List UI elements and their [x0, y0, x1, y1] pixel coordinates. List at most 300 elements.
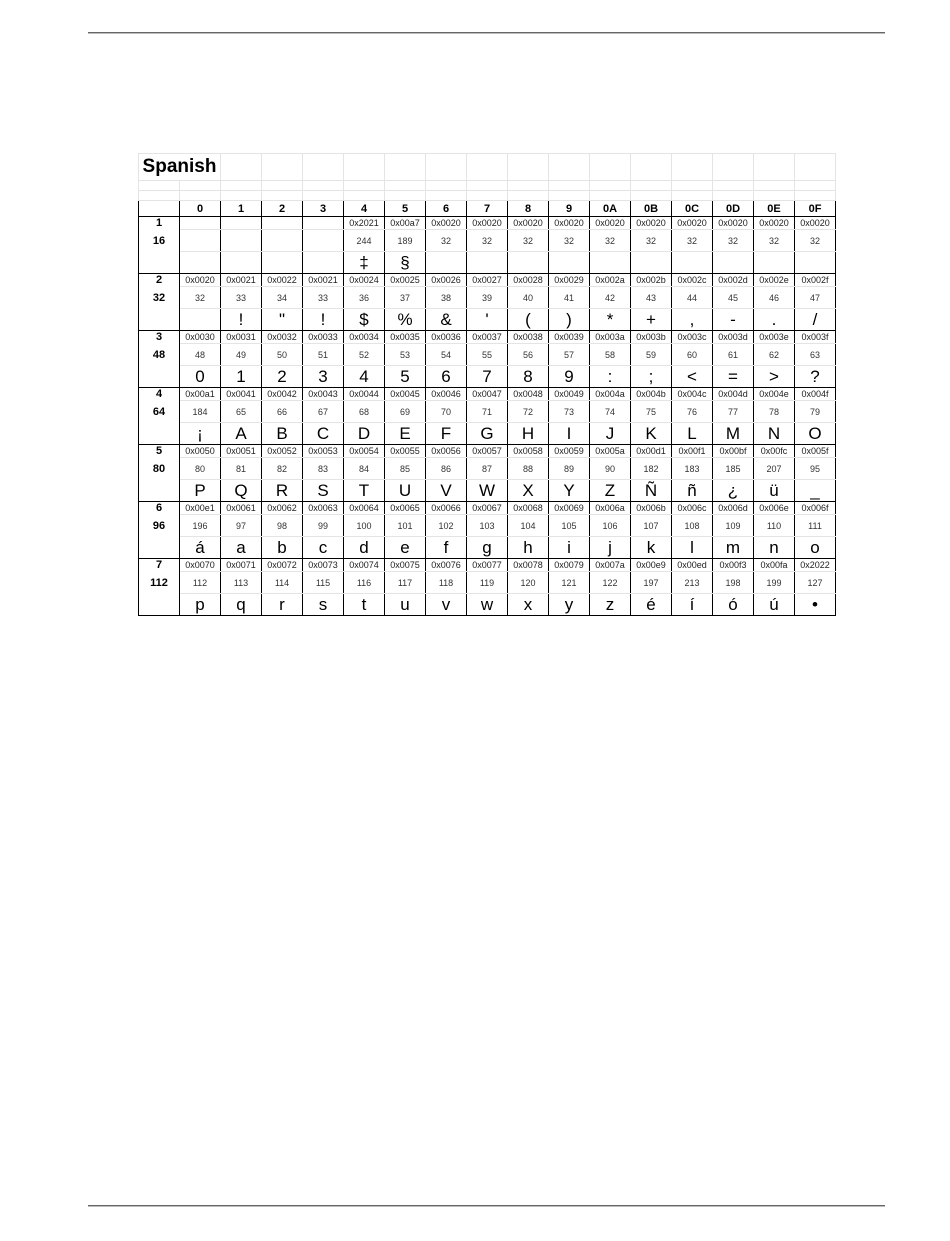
empty-cell [385, 154, 426, 181]
hex-code-cell: 0x00fa [754, 559, 795, 572]
glyph-cell: K [631, 423, 672, 445]
empty-cell [426, 191, 467, 201]
glyph-cell [795, 252, 836, 274]
hex-code-cell: 0x0055 [385, 445, 426, 458]
empty-cell [549, 154, 590, 181]
glyph-cell: F [426, 423, 467, 445]
hex-code-cell: 0x0021 [303, 274, 344, 287]
hex-code-cell: 0x0020 [713, 217, 754, 230]
hex-code-cell: 0x003f [795, 331, 836, 344]
decimal-code-cell: 81 [221, 458, 262, 480]
column-header: 0F [795, 201, 836, 217]
glyph-cell: x [508, 594, 549, 616]
hex-code-cell: 0x0057 [467, 445, 508, 458]
empty-cell [508, 154, 549, 181]
decimal-code-cell: 189 [385, 230, 426, 252]
glyph-cell: ! [221, 309, 262, 331]
decimal-code-cell: 50 [262, 344, 303, 366]
glyph-cell: L [672, 423, 713, 445]
glyph-cell: c [303, 537, 344, 559]
glyph-cell [467, 252, 508, 274]
hex-code-cell: 0x00a1 [180, 388, 221, 401]
table-row [139, 366, 836, 388]
empty-cell [385, 181, 426, 191]
glyph-cell: ñ [672, 480, 713, 502]
hex-code-cell: 0x003e [754, 331, 795, 344]
hex-code-cell: 0x0032 [262, 331, 303, 344]
decimal-code-cell: 185 [713, 458, 754, 480]
hex-code-cell: 0x0020 [508, 217, 549, 230]
decimal-code-cell: 118 [426, 572, 467, 594]
decimal-code-cell [180, 230, 221, 252]
glyph-cell: . [754, 309, 795, 331]
glyph-cell: y [549, 594, 590, 616]
decimal-code-cell: 85 [385, 458, 426, 480]
hex-code-cell: 0x0074 [344, 559, 385, 572]
glyph-cell: _ [795, 480, 836, 502]
empty-cell [549, 191, 590, 201]
table-row [139, 515, 836, 537]
decimal-code-cell: 33 [221, 287, 262, 309]
empty-cell [467, 191, 508, 201]
hex-code-cell: 0x00bf [713, 445, 754, 458]
glyph-cell: 4 [344, 366, 385, 388]
glyph-cell [262, 252, 303, 274]
empty-cell [180, 181, 221, 191]
glyph-cell: j [590, 537, 631, 559]
spacer-row [139, 181, 836, 191]
hex-code-cell [221, 217, 262, 230]
glyph-cell: N [754, 423, 795, 445]
hex-code-cell: 0x006f [795, 502, 836, 515]
glyph-cell: % [385, 309, 426, 331]
hex-code-cell: 0x0045 [385, 388, 426, 401]
glyph-cell: e [385, 537, 426, 559]
hex-code-cell: 0x002e [754, 274, 795, 287]
table-row [139, 559, 836, 572]
hex-code-cell: 0x0020 [754, 217, 795, 230]
decimal-code-cell: 60 [672, 344, 713, 366]
hex-code-cell: 0x004a [590, 388, 631, 401]
empty-cell [467, 154, 508, 181]
decimal-code-cell: 117 [385, 572, 426, 594]
hex-code-cell: 0x0054 [344, 445, 385, 458]
glyph-cell: h [508, 537, 549, 559]
row-label-empty [139, 423, 180, 445]
table-row [139, 274, 836, 287]
table-row [139, 445, 836, 458]
decimal-code-cell: 80 [180, 458, 221, 480]
hex-code-cell: 0x004c [672, 388, 713, 401]
table-row [139, 388, 836, 401]
decimal-code-cell: 55 [467, 344, 508, 366]
decimal-code-cell: 122 [590, 572, 631, 594]
column-header: 0E [754, 201, 795, 217]
column-header: 7 [467, 201, 508, 217]
glyph-cell [672, 252, 713, 274]
glyph-cell: W [467, 480, 508, 502]
decimal-code-cell: 65 [221, 401, 262, 423]
table-row [139, 480, 836, 502]
glyph-cell: q [221, 594, 262, 616]
decimal-code-cell: 56 [508, 344, 549, 366]
hex-code-cell: 0x0039 [549, 331, 590, 344]
hex-code-cell: 0x0024 [344, 274, 385, 287]
glyph-cell [590, 252, 631, 274]
decimal-code-cell: 199 [754, 572, 795, 594]
decimal-code-cell: 182 [631, 458, 672, 480]
row-label-base: 112 [139, 572, 180, 594]
decimal-code-cell: 59 [631, 344, 672, 366]
sheet-title: Spanish [139, 154, 221, 181]
hex-code-cell: 0x002b [631, 274, 672, 287]
empty-cell [303, 181, 344, 191]
hex-code-cell: 0x0071 [221, 559, 262, 572]
hex-code-cell: 0x002d [713, 274, 754, 287]
glyph-cell: R [262, 480, 303, 502]
hex-code-cell: 0x0067 [467, 502, 508, 515]
table-row [139, 217, 836, 230]
decimal-code-cell: 74 [590, 401, 631, 423]
hex-code-cell: 0x0064 [344, 502, 385, 515]
hex-code-cell: 0x0041 [221, 388, 262, 401]
decimal-code-cell: 53 [385, 344, 426, 366]
decimal-code-cell: 70 [426, 401, 467, 423]
decimal-code-cell: 44 [672, 287, 713, 309]
hex-code-cell [262, 217, 303, 230]
hex-code-cell: 0x0043 [303, 388, 344, 401]
hex-code-cell: 0x0076 [426, 559, 467, 572]
decimal-code-cell: 75 [631, 401, 672, 423]
hex-code-cell: 0x00ed [672, 559, 713, 572]
decimal-code-cell: 57 [549, 344, 590, 366]
glyph-cell: / [795, 309, 836, 331]
decimal-code-cell: 87 [467, 458, 508, 480]
empty-cell [508, 191, 549, 201]
glyph-cell: 9 [549, 366, 590, 388]
hex-code-cell: 0x0047 [467, 388, 508, 401]
glyph-cell: , [672, 309, 713, 331]
hex-code-cell: 0x0021 [221, 274, 262, 287]
table-row [139, 331, 836, 344]
glyph-cell: M [713, 423, 754, 445]
hex-code-cell: 0x00f1 [672, 445, 713, 458]
empty-cell [262, 154, 303, 181]
hex-code-cell: 0x0077 [467, 559, 508, 572]
table-row [139, 502, 836, 515]
glyph-cell: & [426, 309, 467, 331]
glyph-cell: f [426, 537, 467, 559]
decimal-code-cell: 114 [262, 572, 303, 594]
glyph-cell: 2 [262, 366, 303, 388]
empty-cell [221, 181, 262, 191]
hex-code-cell: 0x0073 [303, 559, 344, 572]
table-row [139, 537, 836, 559]
glyph-cell: m [713, 537, 754, 559]
row-label-index: 2 [139, 274, 180, 287]
hex-code-cell: 0x00fc [754, 445, 795, 458]
hex-code-cell: 0x004f [795, 388, 836, 401]
top-rule [88, 32, 885, 34]
hex-code-cell: 0x0052 [262, 445, 303, 458]
glyph-cell: ' [467, 309, 508, 331]
decimal-code-cell: 46 [754, 287, 795, 309]
glyph-cell: Q [221, 480, 262, 502]
decimal-code-cell: 32 [467, 230, 508, 252]
glyph-cell: t [344, 594, 385, 616]
hex-code-cell: 0x003a [590, 331, 631, 344]
row-label-base: 64 [139, 401, 180, 423]
hex-code-cell: 0x006a [590, 502, 631, 515]
empty-cell [344, 154, 385, 181]
decimal-code-cell: 95 [795, 458, 836, 480]
hex-code-cell: 0x0049 [549, 388, 590, 401]
decimal-code-cell: 69 [385, 401, 426, 423]
row-label-base: 96 [139, 515, 180, 537]
hex-code-cell: 0x0062 [262, 502, 303, 515]
decimal-code-cell: 43 [631, 287, 672, 309]
decimal-code-cell: 100 [344, 515, 385, 537]
hex-code-cell: 0x006b [631, 502, 672, 515]
hex-code-cell: 0x0027 [467, 274, 508, 287]
decimal-code-cell [303, 230, 344, 252]
hex-code-cell: 0x0029 [549, 274, 590, 287]
table-row [139, 309, 836, 331]
empty-cell [426, 181, 467, 191]
hex-code-cell: 0x006d [713, 502, 754, 515]
hex-code-cell: 0x2022 [795, 559, 836, 572]
hex-code-cell: 0x003d [713, 331, 754, 344]
hex-code-cell: 0x003b [631, 331, 672, 344]
glyph-cell: V [426, 480, 467, 502]
glyph-cell: 8 [508, 366, 549, 388]
glyph-cell: Z [590, 480, 631, 502]
hex-code-cell: 0x0028 [508, 274, 549, 287]
glyph-cell: Y [549, 480, 590, 502]
glyph-cell: D [344, 423, 385, 445]
glyph-cell: 3 [303, 366, 344, 388]
decimal-code-cell: 97 [221, 515, 262, 537]
glyph-cell: p [180, 594, 221, 616]
hex-code-cell: 0x0020 [795, 217, 836, 230]
character-map-table [138, 153, 836, 616]
row-label-base: 16 [139, 230, 180, 252]
decimal-code-cell: 47 [795, 287, 836, 309]
hex-code-cell: 0x0020 [631, 217, 672, 230]
decimal-code-cell: 32 [508, 230, 549, 252]
decimal-code-cell: 73 [549, 401, 590, 423]
decimal-code-cell: 72 [508, 401, 549, 423]
hex-code-cell: 0x0066 [426, 502, 467, 515]
empty-cell [590, 181, 631, 191]
bottom-rule [88, 1205, 885, 1207]
decimal-code-cell: 121 [549, 572, 590, 594]
decimal-code-cell: 107 [631, 515, 672, 537]
decimal-code-cell: 41 [549, 287, 590, 309]
hex-code-cell: 0x0038 [508, 331, 549, 344]
glyph-cell: T [344, 480, 385, 502]
row-label-index: 4 [139, 388, 180, 401]
hex-code-cell: 0x0070 [180, 559, 221, 572]
glyph-cell: G [467, 423, 508, 445]
glyph-cell: z [590, 594, 631, 616]
glyph-cell: P [180, 480, 221, 502]
column-header: 6 [426, 201, 467, 217]
decimal-code-cell: 101 [385, 515, 426, 537]
hex-code-cell: 0x0026 [426, 274, 467, 287]
glyph-cell: ; [631, 366, 672, 388]
hex-code-cell: 0x2021 [344, 217, 385, 230]
glyph-cell: v [426, 594, 467, 616]
glyph-cell: : [590, 366, 631, 388]
empty-cell [590, 154, 631, 181]
decimal-code-cell: 106 [590, 515, 631, 537]
glyph-cell: X [508, 480, 549, 502]
decimal-code-cell: 45 [713, 287, 754, 309]
hex-code-cell: 0x0020 [672, 217, 713, 230]
decimal-code-cell: 108 [672, 515, 713, 537]
decimal-code-cell: 32 [590, 230, 631, 252]
row-label-base: 48 [139, 344, 180, 366]
decimal-code-cell: 48 [180, 344, 221, 366]
decimal-code-cell: 32 [754, 230, 795, 252]
empty-cell [221, 191, 262, 201]
glyph-cell: i [549, 537, 590, 559]
decimal-code-cell: 83 [303, 458, 344, 480]
hex-code-cell: 0x0035 [385, 331, 426, 344]
decimal-code-cell: 32 [631, 230, 672, 252]
glyph-cell: ‡ [344, 252, 385, 274]
glyph-cell: ! [303, 309, 344, 331]
hex-code-cell: 0x0050 [180, 445, 221, 458]
glyph-cell: á [180, 537, 221, 559]
glyph-cell: ( [508, 309, 549, 331]
decimal-code-cell: 77 [713, 401, 754, 423]
decimal-code-cell: 78 [754, 401, 795, 423]
glyph-cell: H [508, 423, 549, 445]
hex-code-cell: 0x0030 [180, 331, 221, 344]
decimal-code-cell: 52 [344, 344, 385, 366]
row-label-empty [139, 480, 180, 502]
empty-cell [590, 191, 631, 201]
glyph-cell [508, 252, 549, 274]
glyph-cell: B [262, 423, 303, 445]
empty-cell [795, 191, 836, 201]
hex-code-cell: 0x0058 [508, 445, 549, 458]
column-header: 2 [262, 201, 303, 217]
hex-code-cell [180, 217, 221, 230]
decimal-code-cell: 89 [549, 458, 590, 480]
hex-code-cell: 0x006c [672, 502, 713, 515]
table-row [139, 572, 836, 594]
decimal-code-cell: 119 [467, 572, 508, 594]
row-label-empty [139, 366, 180, 388]
row-label-empty [139, 309, 180, 331]
glyph-cell: " [262, 309, 303, 331]
empty-cell [713, 191, 754, 201]
glyph-cell [180, 252, 221, 274]
decimal-code-cell: 90 [590, 458, 631, 480]
hex-code-cell: 0x005a [590, 445, 631, 458]
decimal-code-cell: 68 [344, 401, 385, 423]
glyph-cell: U [385, 480, 426, 502]
glyph-cell: - [713, 309, 754, 331]
glyph-cell: w [467, 594, 508, 616]
empty-cell [631, 154, 672, 181]
hex-code-cell: 0x0056 [426, 445, 467, 458]
hex-code-cell: 0x00e1 [180, 502, 221, 515]
hex-code-cell: 0x0020 [590, 217, 631, 230]
hex-code-cell: 0x0042 [262, 388, 303, 401]
hex-code-cell: 0x002a [590, 274, 631, 287]
hex-code-cell: 0x0037 [467, 331, 508, 344]
glyph-cell: O [795, 423, 836, 445]
empty-cell [631, 191, 672, 201]
decimal-code-cell: 88 [508, 458, 549, 480]
empty-cell [139, 181, 180, 191]
glyph-cell: o [795, 537, 836, 559]
hex-code-cell: 0x002f [795, 274, 836, 287]
hex-code-cell: 0x004b [631, 388, 672, 401]
empty-cell [262, 191, 303, 201]
decimal-code-cell: 54 [426, 344, 467, 366]
decimal-code-cell: 42 [590, 287, 631, 309]
column-header: 8 [508, 201, 549, 217]
decimal-code-cell: 32 [795, 230, 836, 252]
title-row [139, 154, 836, 181]
glyph-cell [631, 252, 672, 274]
hex-code-cell: 0x0079 [549, 559, 590, 572]
hex-code-cell: 0x0022 [262, 274, 303, 287]
empty-cell [549, 181, 590, 191]
row-label-index: 3 [139, 331, 180, 344]
hex-code-cell: 0x00d1 [631, 445, 672, 458]
decimal-code-cell [221, 230, 262, 252]
decimal-code-cell: 102 [426, 515, 467, 537]
hex-code-cell: 0x0034 [344, 331, 385, 344]
table-row [139, 230, 836, 252]
glyph-cell: = [713, 366, 754, 388]
decimal-code-cell: 33 [303, 287, 344, 309]
table-row [139, 594, 836, 616]
hex-code-cell: 0x006e [754, 502, 795, 515]
row-label-empty [139, 594, 180, 616]
glyph-cell: > [754, 366, 795, 388]
decimal-code-cell: 109 [713, 515, 754, 537]
decimal-code-cell: 32 [426, 230, 467, 252]
empty-cell [221, 154, 262, 181]
glyph-cell: < [672, 366, 713, 388]
glyph-cell: s [303, 594, 344, 616]
glyph-cell: 5 [385, 366, 426, 388]
decimal-code-cell: 58 [590, 344, 631, 366]
empty-cell [426, 154, 467, 181]
glyph-cell: 7 [467, 366, 508, 388]
decimal-code-cell: 86 [426, 458, 467, 480]
glyph-cell: • [795, 594, 836, 616]
glyph-cell: ) [549, 309, 590, 331]
hex-code-cell: 0x0059 [549, 445, 590, 458]
glyph-cell: u [385, 594, 426, 616]
empty-cell [754, 191, 795, 201]
empty-cell [180, 191, 221, 201]
glyph-cell: 6 [426, 366, 467, 388]
decimal-code-cell: 71 [467, 401, 508, 423]
row-label-index: 6 [139, 502, 180, 515]
decimal-code-cell: 32 [672, 230, 713, 252]
glyph-cell: k [631, 537, 672, 559]
decimal-code-cell: 79 [795, 401, 836, 423]
